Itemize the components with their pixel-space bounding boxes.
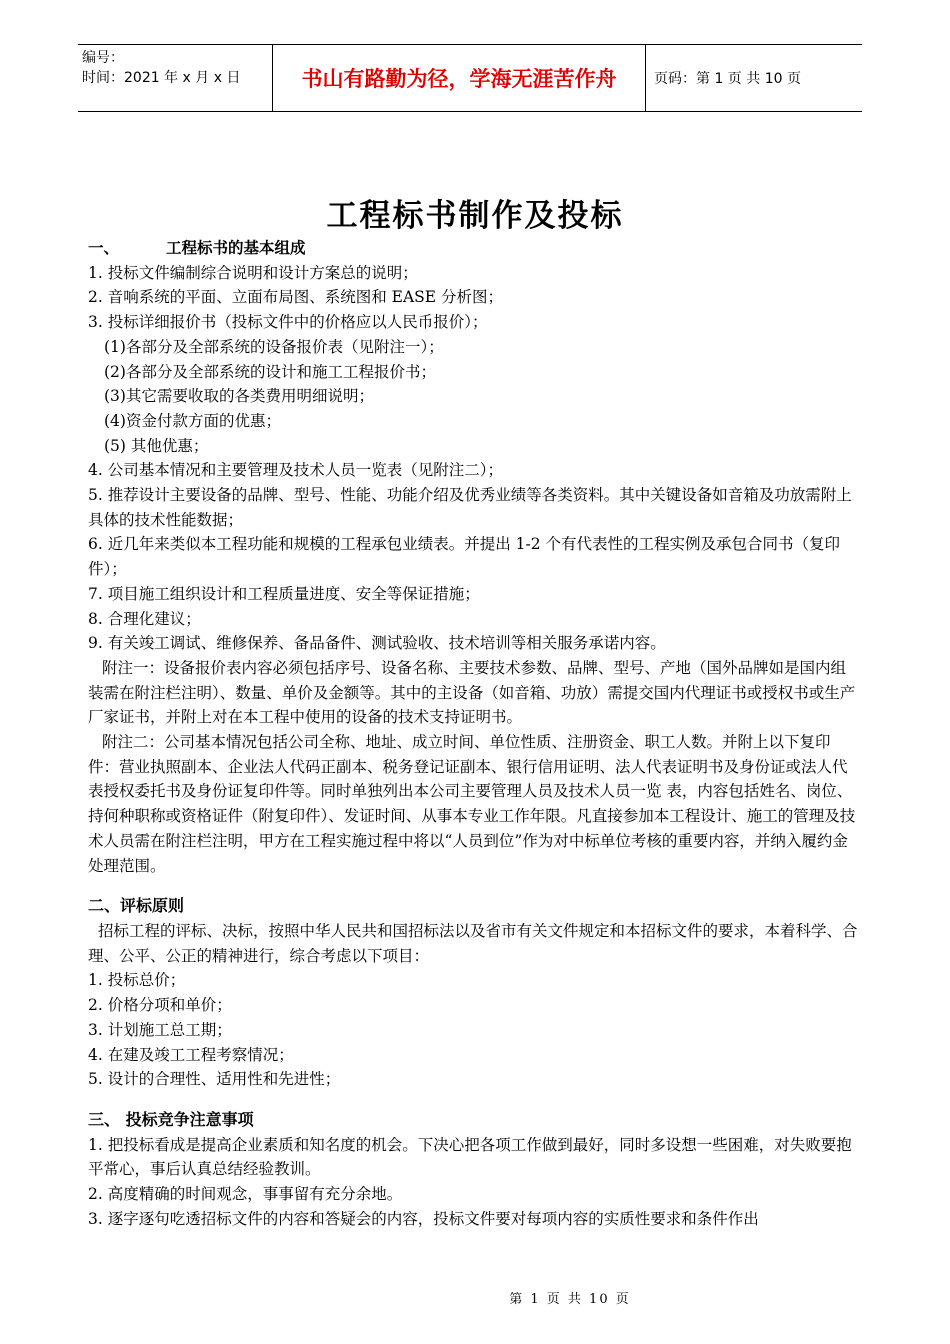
section-1-sub-item: (4)资金付款方面的优惠； xyxy=(104,411,281,430)
document-number-label: 编号： xyxy=(82,50,124,66)
section-1-sub-item: (2)各部分及全部系统的设计和施工工程报价书； xyxy=(104,362,436,381)
document-body xyxy=(88,236,858,1231)
section-1-item: 3. 投标详细报价书（投标文件中的价格应以人民币报价）； xyxy=(88,313,488,332)
section-3-item: 2. 高度精确的时间观念，事事留有充分余地。 xyxy=(88,1185,403,1204)
section-3-heading: 三、 投标竞争注意事项 xyxy=(88,1109,254,1129)
section-2-intro: 招标工程的评标、决标，按照中华人民共和国招标法以及省市有关文件规定和本招标文件的要求，本着科学、合理、公平、公正的精神进行，综合考虑以下项目： xyxy=(88,921,858,965)
section-2-item: 5. 设计的合理性、适用性和先进性； xyxy=(88,1070,341,1089)
section-2-item: 4. 在建及竣工工程考察情况； xyxy=(88,1045,294,1064)
section-2-heading: 二、评标原则 xyxy=(88,896,185,916)
section-1-item: 2. 音响系统的平面、立面布局图、系统图和 EASE 分析图； xyxy=(88,288,504,307)
section-1-item: 7. 项目施工组织设计和工程质量进度、安全等保证措施； xyxy=(88,584,480,603)
section-1-item: 8. 合理化建议； xyxy=(88,609,201,628)
header-motto: 书山有路勤为径，学海无涯苦作舟 xyxy=(272,45,646,111)
section-3-item: 1. 把投标看成是提高企业素质和知名度的机会。下决心把各项工作做到最好，同时多设想一些困难，对失败要抱平常心，事后认真总结经验教训。 xyxy=(88,1135,852,1179)
section-1-item: 5. 推荐设计主要设备的品牌、型号、性能、功能介绍及优秀业绩等各类资料。其中关键设备如音箱及功放需附上具体的技术性能数据； xyxy=(88,486,852,529)
section-1-item: 4. 公司基本情况和主要管理及技术人员一览表（见附注二）； xyxy=(88,461,503,480)
section-1-item: 1. 投标文件编制综合说明和设计方案总的说明； xyxy=(88,263,418,282)
section-2-item: 1. 投标总价； xyxy=(88,971,186,990)
page-footer: 第 1 页 共 10 页 xyxy=(509,1292,631,1307)
section-1-number: 一、 xyxy=(88,239,120,257)
note-2: 附注二：公司基本情况包括公司全称、地址、成立时间、单位性质、注册资金、职工人数。并附上以下复印件：营业执照副本、企业法人代码正副本、税务登记证副本、银行信用证明、法人代表证明书及身份证或法人代表授权委托书及身份证复印件等。同时单独列出本公司主要管理人员及技术人员一览 表，内容包括姓名、岗位、持何种职称或资格证件（附复印件）、发证时间、从事本专业工作年限。凡直接参加本工程设计、施工的管理及技术人员需在附注栏注明，甲方在工程实施过程中将以“人员到位”作为对中标单位考核的重要内容，并纳入履约金处理范围。 xyxy=(88,733,856,875)
page-header xyxy=(78,44,862,112)
header-meta xyxy=(78,45,272,111)
section-1-item: 6. 近几年来类似本工程功能和规模的工程承包业绩表。并提出 1-2 个有代表性的工程实例及承包合同书（复印件）； xyxy=(88,535,841,579)
section-2-item: 2. 价格分项和单价； xyxy=(88,996,232,1015)
section-1-sub-item: (1)各部分及全部系统的设备报价表（见附注一）； xyxy=(104,337,444,356)
note-1: 附注一：设备报价表内容必须包括序号、设备名称、主要技术参数、品牌、型号、产地（国外品牌如是国内组装需在附注栏注明）、数量、单价及金额等。其中的主设备（如音箱、功放）需提交国内代理证书或授权书或生产厂家证书，并附上对在本工程中使用的设备的技术支持证明书。 xyxy=(88,658,856,727)
section-1-sub-item: (3)其它需要收取的各类费用明细说明； xyxy=(104,387,374,406)
section-1-heading xyxy=(88,236,858,261)
document-date-label: 时间：2021 年 x 月 x 日 xyxy=(82,70,241,86)
section-1-item: 9. 有关竣工调试、维修保养、备品备件、测试验收、技术培训等相关服务承诺内容。 xyxy=(88,634,666,653)
section-2-item: 3. 计划施工总工期； xyxy=(88,1020,232,1039)
section-1-sub-item: (5) 其他优惠； xyxy=(104,436,209,455)
header-page-number: 页码：第 1 页 共 10 页 xyxy=(654,71,801,87)
section-1-heading-text: 工程标书的基本组成 xyxy=(166,239,306,257)
document-title: 工程标书制作及投标 xyxy=(326,198,624,234)
section-3-item: 3. 逐字逐句吃透招标文件的内容和答疑会的内容，投标文件要对每项内容的实质性要求和条件作出 xyxy=(88,1209,759,1228)
